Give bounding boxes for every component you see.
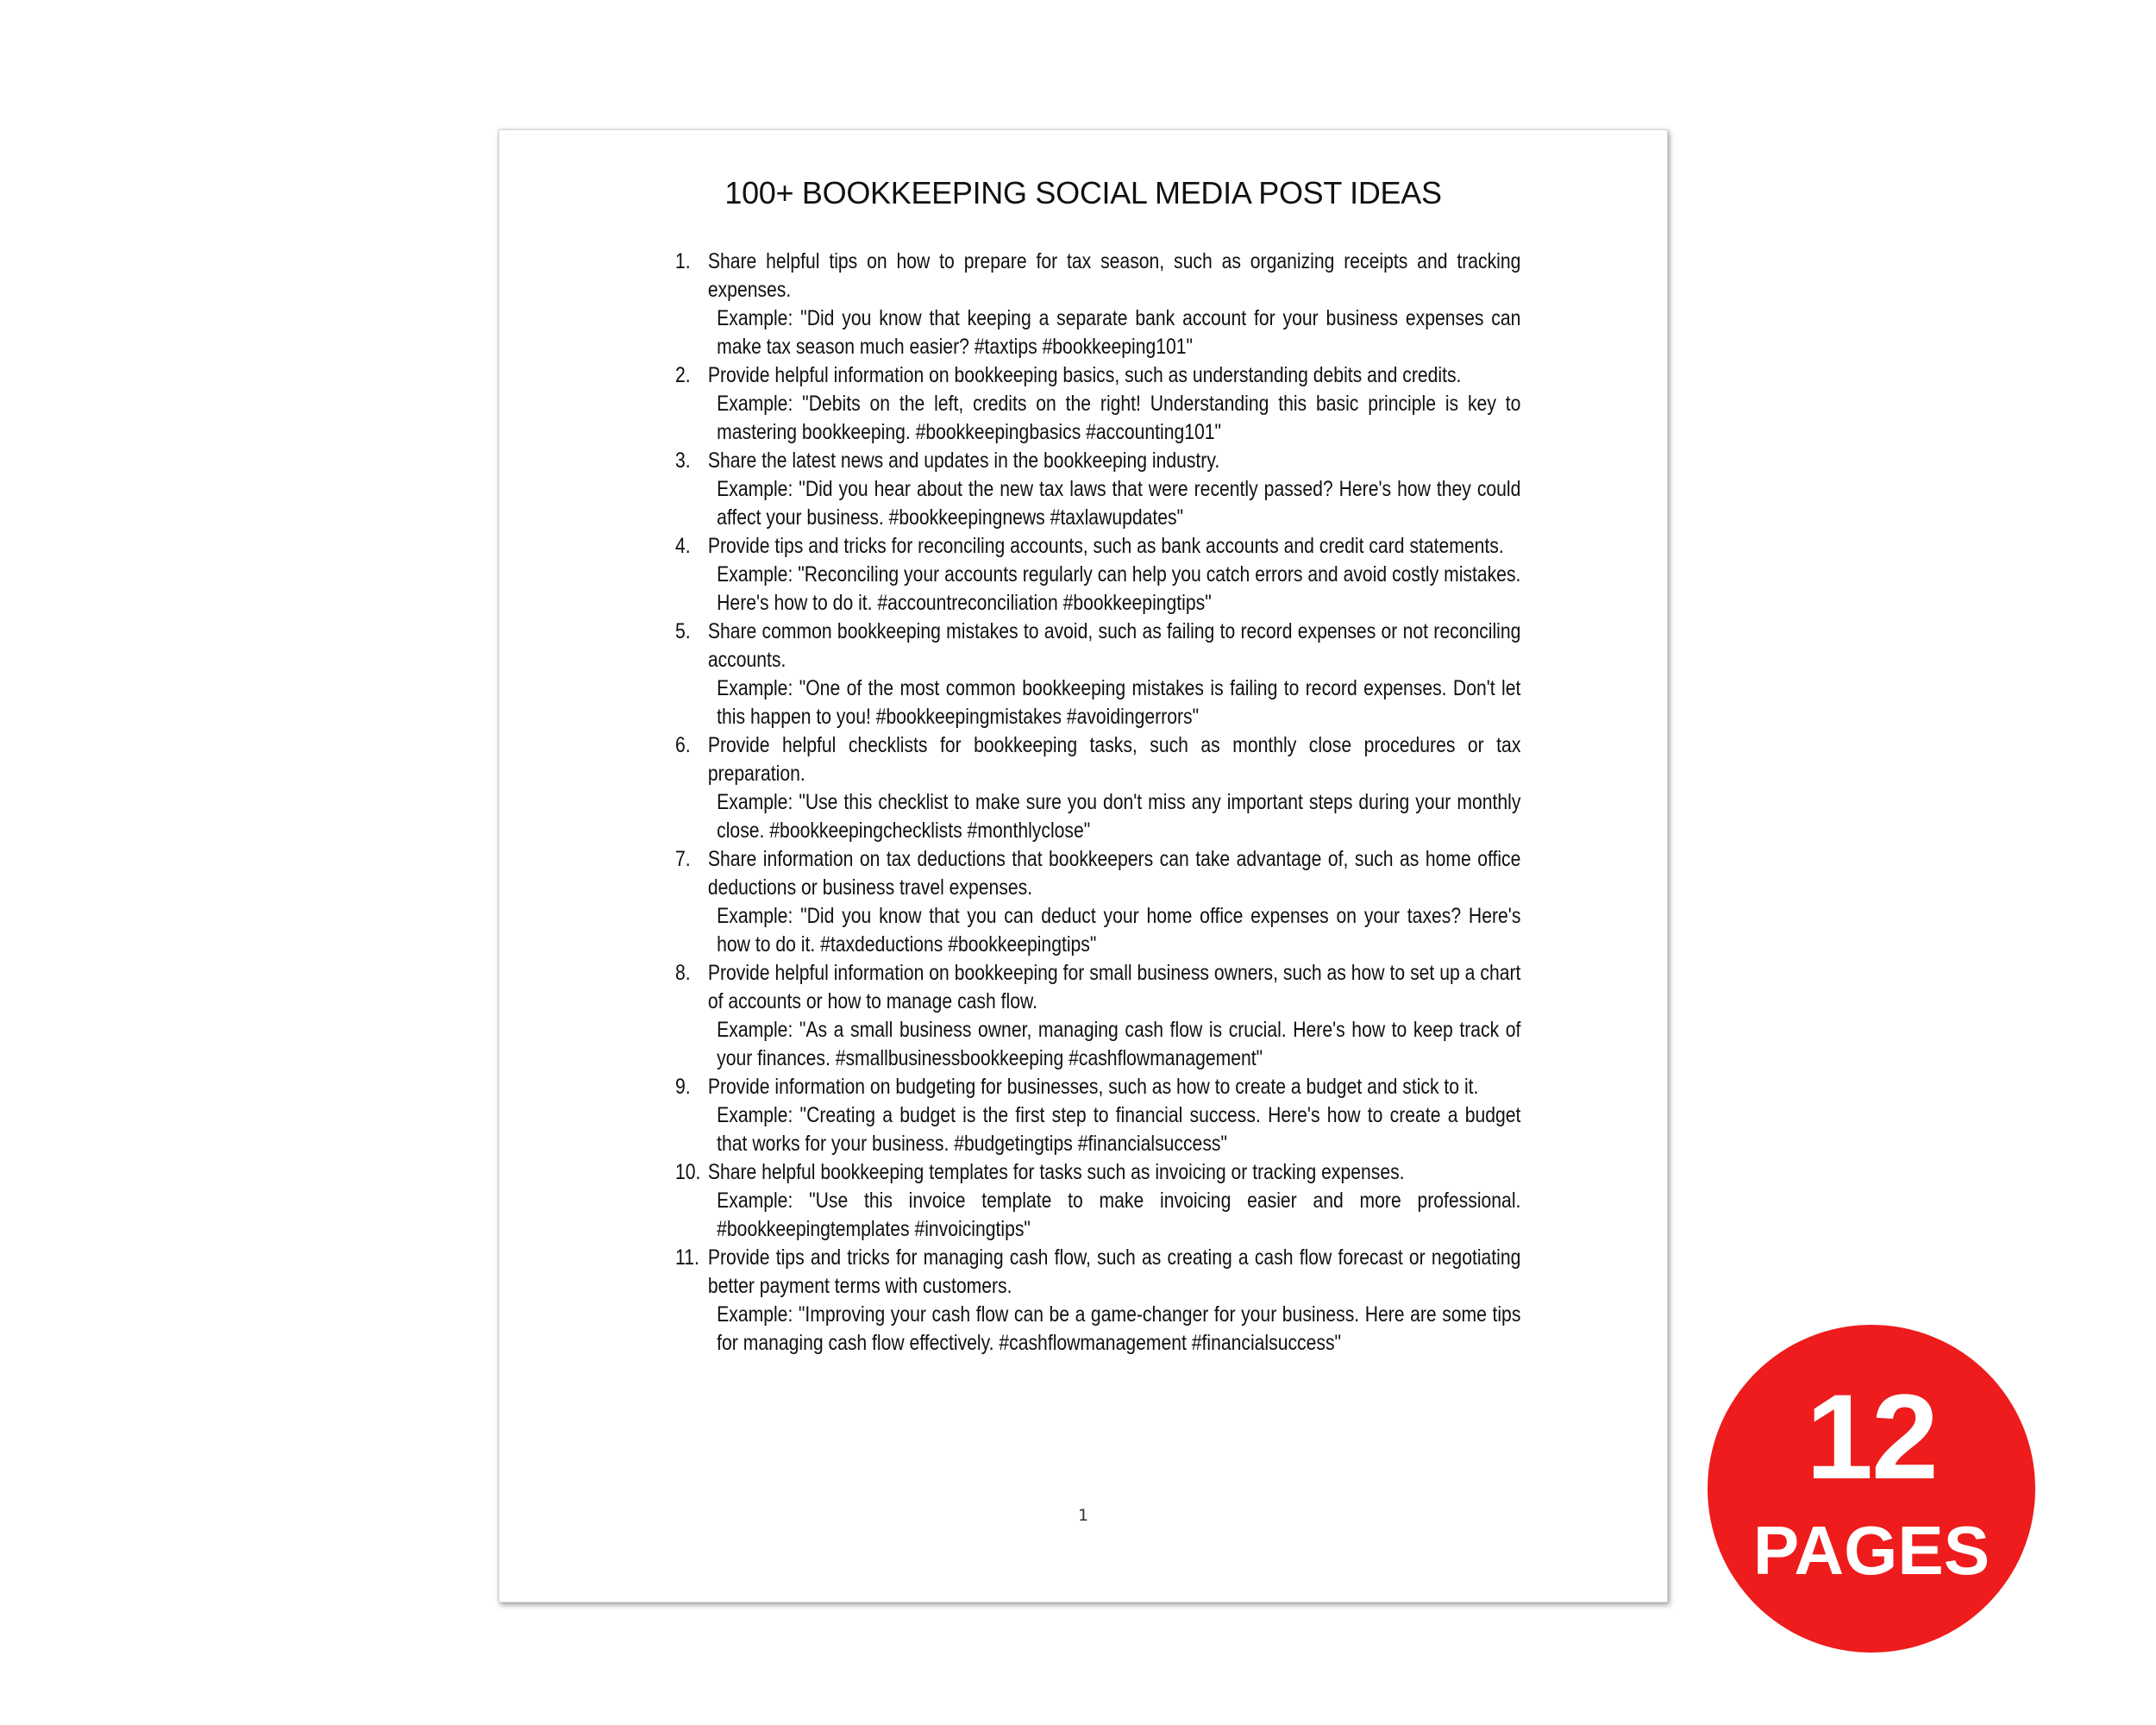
item-text: Share helpful bookkeeping templates for tasks such as invoicing or tracking expenses. — [707, 1161, 1405, 1184]
list-item — [675, 1244, 1520, 1358]
list-item — [675, 959, 1520, 1073]
ideas-list — [675, 248, 1520, 1358]
item-example: Example: "Use this invoice template to make invoicing easier and more professional. #bookkeepingtemplates #invoicingtips" — [717, 1189, 1521, 1241]
list-item — [675, 248, 1520, 361]
item-example: Example: "Improving your cash flow can be a game-changer for your business. Here are some tips for managing cash flow effectively. #cashflowmanagement #financialsuccess" — [717, 1303, 1521, 1355]
item-number: 8. — [675, 962, 691, 985]
item-text: Provide helpful information on bookkeeping for small business owners, such as how to set up a chart of accounts or how to manage cash flow. — [707, 962, 1521, 1013]
item-number: 3. — [675, 449, 691, 473]
item-text: Provide helpful information on bookkeeping basics, such as understanding debits and credits. — [707, 364, 1462, 387]
item-number: 7. — [675, 848, 691, 871]
item-example: Example: "Debits on the left, credits on the right! Understanding this basic principle is key to mastering bookkeeping. #bookkeepingbasics #accounting101" — [717, 392, 1521, 444]
item-example: Example: "Did you know that you can deduct your home office expenses on your taxes? Here's how to do it. #taxdeductions #bookkeepingtips" — [717, 905, 1521, 957]
list-item — [675, 618, 1520, 731]
list-item — [675, 532, 1520, 618]
item-text: Provide helpful checklists for bookkeeping tasks, such as monthly close procedures or tax preparation. — [707, 734, 1521, 786]
item-example: Example: "Did you hear about the new tax laws that were recently passed? Here's how they could affect your business. #bookkeepingnews #taxlawupdates" — [717, 478, 1521, 530]
document-page — [498, 129, 1668, 1603]
item-number: 9. — [675, 1076, 691, 1099]
item-example: Example: "Did you know that keeping a separate bank account for your business expenses can make tax season much easier? #taxtips #bookkeeping101" — [717, 307, 1521, 359]
item-example: Example: "As a small business owner, managing cash flow is crucial. Here's how to keep track of your finances. #smallbusinessbookkeeping #cashflowmanagement" — [717, 1019, 1521, 1070]
item-text: Share common bookkeeping mistakes to avoid, such as failing to record expenses or not reconciling accounts. — [707, 620, 1521, 672]
list-item — [675, 845, 1520, 959]
item-example: Example: "Creating a budget is the first step to financial success. Here's how to create a budget that works for your business. #budgetingtips #financialsuccess" — [717, 1104, 1521, 1156]
item-text: Share the latest news and updates in the bookkeeping industry. — [707, 449, 1220, 473]
item-text: Provide tips and tricks for reconciling accounts, such as bank accounts and credit card statements. — [707, 535, 1504, 558]
list-item — [675, 1073, 1520, 1158]
page-number: 1 — [1077, 1506, 1089, 1525]
item-text: Provide tips and tricks for managing cash flow, such as creating a cash flow forecast or negotiating better payment terms with customers. — [707, 1246, 1521, 1298]
badge-label: PAGES — [1752, 1512, 1990, 1589]
item-number: 10. — [675, 1161, 701, 1184]
item-text: Share information on tax deductions that bookkeepers can take advantage of, such as home office deductions or business travel expenses. — [707, 848, 1521, 900]
item-number: 11. — [675, 1246, 699, 1270]
item-text: Provide information on budgeting for businesses, such as how to create a budget and stick to it. — [707, 1076, 1479, 1099]
item-number: 4. — [675, 535, 691, 558]
document-title: 100+ BOOKKEEPING SOCIAL MEDIA POST IDEAS — [724, 175, 1442, 210]
list-item — [675, 1158, 1520, 1244]
item-number: 1. — [675, 250, 691, 273]
list-item — [675, 361, 1520, 447]
item-number: 5. — [675, 620, 691, 643]
item-example: Example: "Reconciling your accounts regularly can help you catch errors and avoid costly mistakes. Here's how to do it. #accountreconciliation #bookkeepingtips" — [717, 563, 1521, 615]
item-example: Example: "One of the most common bookkeeping mistakes is failing to record expenses. Don't let this happen to you! #bookkeepingmistakes #avoidingerrors" — [717, 677, 1521, 729]
item-text: Share helpful tips on how to prepare for tax season, such as organizing receipts and tracking expenses. — [707, 250, 1521, 302]
item-number: 6. — [675, 734, 691, 757]
list-item — [675, 447, 1520, 532]
item-number: 2. — [675, 364, 691, 387]
item-example: Example: "Use this checklist to make sure you don't miss any important steps during your monthly close. #bookkeepingchecklists #monthlyclose" — [717, 791, 1521, 843]
list-item — [675, 731, 1520, 845]
page-count-badge — [1708, 1325, 2035, 1653]
badge-count: 12 — [1806, 1369, 1937, 1504]
